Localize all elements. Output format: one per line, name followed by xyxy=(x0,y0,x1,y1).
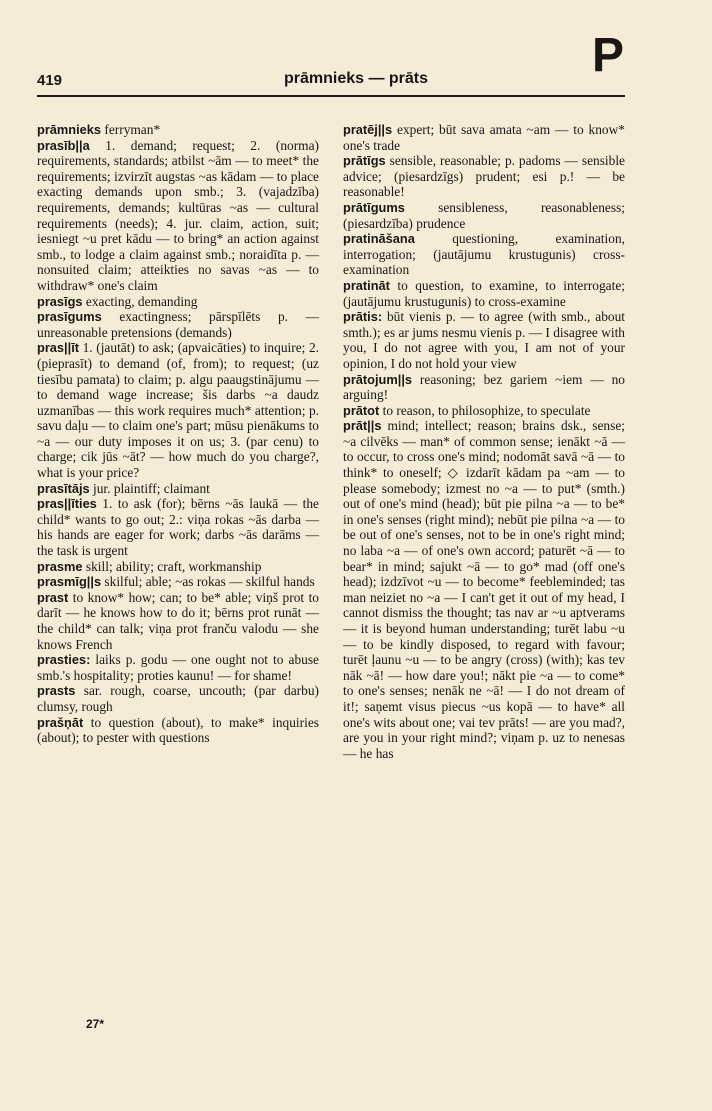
headword: prātis: xyxy=(343,309,383,325)
dictionary-entry xyxy=(37,122,319,138)
headword: prasme xyxy=(37,558,83,574)
dictionary-entry xyxy=(37,496,319,558)
definition: 1. to ask (for); bērns ~ās laukā — the child* wants to go out; 2.: viņa rokas ~ās darba — his hands are eager for work; darbs ~ās darāms — the task is urgent xyxy=(37,496,319,559)
definition: sar. rough, coarse, uncouth; (par darbu) clumsy, rough xyxy=(37,683,319,714)
dictionary-entry xyxy=(37,294,319,310)
right-column xyxy=(343,122,625,761)
dictionary-entry xyxy=(37,481,319,497)
headword: prašņāt xyxy=(37,714,84,730)
definition: mind; intellect; reason; brains dsk., sense; ~a cilvēks — man* of common sense; ienākt ~ā — to occur, to cross one's mind; nodomāt savā ~ā — to think* to oneself; ◇ izdarīt kādam pa ~am — to please somebody; izmest no ~a — to put* (smth.) out of one's mind (head); būt pie pilna ~a — to be* in one's senses (right mind); nebūt pie pilna ~a — to be out of one's senses, not to be in one's right mind; no laba ~a — of one's own accord; paturēt ~ā — to bear* in mind; sajukt ~ā — to go* mad (off one's head); izdzīvot ~u — to become* feebleminded; tas man neiziet no ~a — I can't get it out of my head, I cannot dismiss the thought; tas nav ar ~u aptverams — it is beyond human understanding; turēt labu ~u — to be kindly disposed, to regard with favour; turēt ļaunu ~u — to be angry (cross) (with); kas tev nāk ~ā! — how dare you!; nākt pie ~a — to come* to one's senses; nenāk ne ~ā! — I do not dream of it!; saņemt visus piecus ~us kopā — to have* all one's wits about one; vai tev prāts! — are you mad?, are you in your right mind?; viņam p. uz to nenesas — he has xyxy=(343,418,625,761)
dictionary-entry xyxy=(37,340,319,480)
dictionary-entry xyxy=(37,715,319,746)
dictionary-entry xyxy=(37,590,319,652)
definition: reasoning; bez gariem ~iem — no arguing! xyxy=(343,371,625,403)
headword: prasīgums xyxy=(37,309,102,325)
definition: to question, to examine, to interrogate; (jautājumu krustugunis) to cross-examine xyxy=(343,277,625,309)
headword: pratināšana xyxy=(343,231,415,247)
headword: prāmnieks xyxy=(37,122,102,137)
headword: prasties: xyxy=(37,652,91,668)
headword: prast xyxy=(37,589,69,605)
dictionary-entry xyxy=(37,309,319,340)
definition: sensible, reasonable; p. padoms — sensible advice; (piesardzīgs) prudent; esi p.! — be reasonable! xyxy=(343,153,625,200)
definition: expert; būt sava amata ~am — to know* one's trade xyxy=(343,122,625,153)
definition: skilful; able; ~as rokas — skilful hands xyxy=(101,574,315,590)
headword: pras||īt xyxy=(37,340,80,356)
dictionary-entry xyxy=(343,309,625,371)
headword: prāt||s xyxy=(343,418,382,434)
header-rule xyxy=(37,95,625,97)
headword: pratināt xyxy=(343,277,390,293)
headword: prātīgs xyxy=(343,153,386,169)
definition: jur. plaintiff; claimant xyxy=(89,480,210,496)
definition: to reason, to philosophize, to speculate xyxy=(379,402,591,418)
definition: to question (about), to make* inquiries (about); to pester with questions xyxy=(37,714,319,746)
left-column xyxy=(37,122,319,746)
definition: sensibleness, reasonableness; (piesardzība) prudence xyxy=(343,199,625,231)
headword: prasts xyxy=(37,683,76,699)
headword: prātīgums xyxy=(343,199,405,215)
headword: prasīb||a xyxy=(37,137,90,153)
definition: laiks p. godu — one ought not to abuse smb.'s hospitality; proties kaunu! — for shame! xyxy=(37,652,319,683)
definition: to know* how; can; to be* able; viņš prot to darīt — he knows how to do it; bērns prot runāt — the child* can talk; viņa prot franču valodu — she knows French xyxy=(37,589,319,652)
dictionary-entry xyxy=(37,683,319,714)
headword: pratēj||s xyxy=(343,122,393,137)
headword: prātojum||s xyxy=(343,371,413,387)
definition: skill; ability; craft, workmanship xyxy=(82,558,262,574)
dictionary-entry xyxy=(343,122,625,153)
dictionary-entry xyxy=(37,138,319,294)
definition: 1. demand; request; 2. (norma) requirements, standards; atbilst ~ām — to meet* the requirements; izvirzīt augstas ~as kādam — to place exacting demands upon smb.; 3. (vajadzība) requirements, demands; kultūras ~as — cultural requirements (needs); 4. jur. claim, action, suit; iesniegt ~u pret kādu — to bring* an action against smb., to lodge a claim against smb.; noraidīta p. — nonsuited claim; atteikties no savas ~as — to withdraw* one's claim xyxy=(37,137,319,293)
headword: prasīgs xyxy=(37,293,83,309)
headword: pras||īties xyxy=(37,496,97,512)
page-number: 419 xyxy=(37,72,63,89)
dictionary-entry xyxy=(343,278,625,309)
dictionary-entry xyxy=(343,153,625,200)
signature-mark: 27* xyxy=(86,1017,105,1031)
dictionary-entry xyxy=(37,574,319,590)
definition: questioning, examination, interrogation; (jautājumu krustugunis) cross-examination xyxy=(343,231,625,278)
definition: ferryman* xyxy=(101,122,161,137)
dictionary-entry xyxy=(343,231,625,278)
dictionary-entry xyxy=(343,200,625,231)
definition: būt vienis p. — to agree (with smb., about smth.); es ar jums nesmu vienis p. — I disagree with you, I do not agree with you, I am not of your opinion, I do not hold your view xyxy=(343,309,625,371)
dictionary-entry xyxy=(343,418,625,761)
running-head: prāmnieks — prāts xyxy=(283,70,429,87)
headword: prasmīg||s xyxy=(37,574,102,590)
headword: prātot xyxy=(343,402,380,418)
definition: exactingness; pārspīlēts p. — unreasonable pretensions (demands) xyxy=(37,309,319,340)
definition: 1. (jautāt) to ask; (apvaicāties) to inquire; 2. (pieprasīt) to demand (of, from); to request; (uz tiesību pamata) to claim; p. algu paaugstinājumu — to demand wage increase; šis darbs ~a daudz uzmanības — this work requires much* attention; p. savu daļu — to claim one's part; mūsu pienākums to ~a — our duty imposes it on us; 3. (par cenu) to charge; cik jūs ~āt? — how much do you charge?, what is your price? xyxy=(37,340,319,481)
dictionary-entry xyxy=(37,652,319,683)
headword: prasītājs xyxy=(37,480,90,496)
definition: exacting, demanding xyxy=(82,293,198,309)
section-letter: P xyxy=(591,29,624,82)
dictionary-entry xyxy=(37,559,319,575)
dictionary-entry xyxy=(343,403,625,419)
dictionary-entry xyxy=(343,372,625,403)
